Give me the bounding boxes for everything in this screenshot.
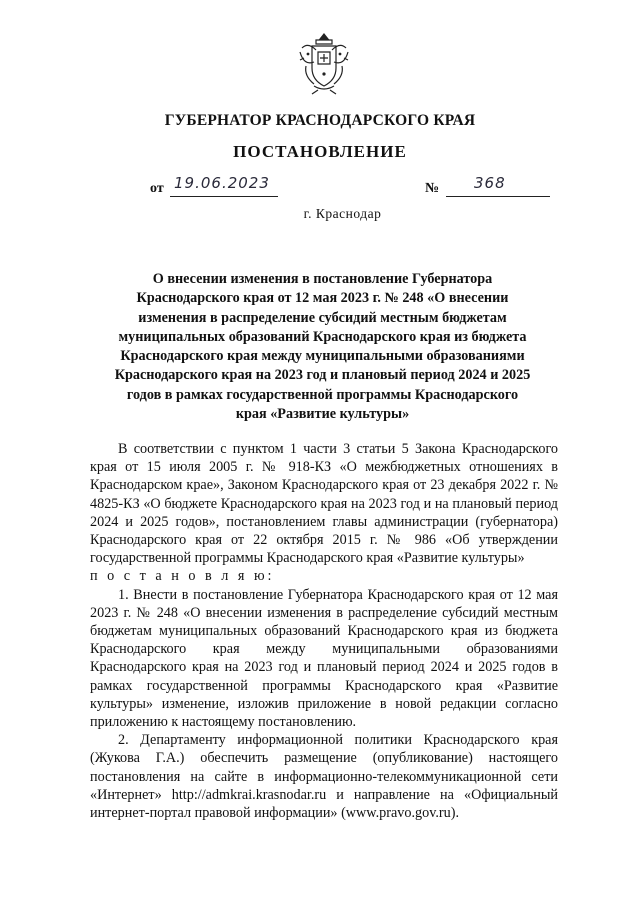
date-label: от [150, 181, 164, 196]
document-body [90, 440, 558, 822]
document-subject: О внесении изменения в постановление Губернатора Краснодарского края от 12 мая 2023 г. № 248 «О внесении изменения в распределение субсидий местным бюджетам муниципальных образований Краснодарского края из бюджета Краснодарского края между муниципальными образованиями Краснодарского края на 2023 год и плановый период 2024 и 2025 годов в рамках государственной программы Краснодарского края «Развитие культуры» [114, 271, 531, 423]
document-type: ПОСТАНОВЛЕНИЕ [233, 142, 407, 161]
item-2-paragraph: 2. Департаменту информационной политики Краснодарского края (Жукова Г.А.) обеспечить размещение (опубликование) настоящего постановления на сайте в информационно-телекоммуникационной сети «Интернет» http://admkrai.krasnodar.ru и направление на «Официальный интернет-портал правовой информации» (www.pravo.gov.ru). [90, 732, 558, 822]
city: г. Краснодар [303, 206, 382, 221]
decree-word: п о с т а н о в л я ю: [90, 568, 275, 585]
coat-of-arms-icon [296, 30, 352, 96]
number-label: № [425, 181, 440, 196]
date-number-line [150, 176, 560, 200]
preamble-paragraph: В соответствии с пунктом 1 части 3 статьи 5 Закона Краснодарского края от 15 июля 2005 г. № 918-КЗ «О межбюджетных отношениях в Краснодарском крае», Законом Краснодарского края от 23 декабря 2022 г. № 4825-КЗ «О бюджете Краснодарского края на 2023 год и на плановый период 2024 и 2025 годов», постановлением главы администрации (губернатора) Краснодарского края от 22 октября 2015 г. № 986 «Об утверждении государственной программы Краснодарского края «Развитие культуры» [90, 441, 558, 567]
date-field [170, 176, 278, 197]
date-value: 19.06.2023 [174, 174, 270, 192]
issuing-authority: ГУБЕРНАТОР КРАСНОДАРСКОГО КРАЯ [164, 112, 476, 129]
number-value: 368 [474, 174, 506, 192]
item-1-paragraph: 1. Внести в постановление Губернатора Краснодарского края от 12 мая 2023 г. № 248 «О внесении изменения в распределение субсидий местным бюджетам муниципальных образований Краснодарского края из бюджета Краснодарского края между муниципальными образованиями Краснодарского края на 2023 год и плановый период 2024 и 2025 годов в рамках государственной программы Краснодарского края «Развитие культуры» изменение, изложив приложение в новой редакции согласно приложению к настоящему постановлению. [90, 586, 558, 731]
number-field [446, 176, 550, 197]
